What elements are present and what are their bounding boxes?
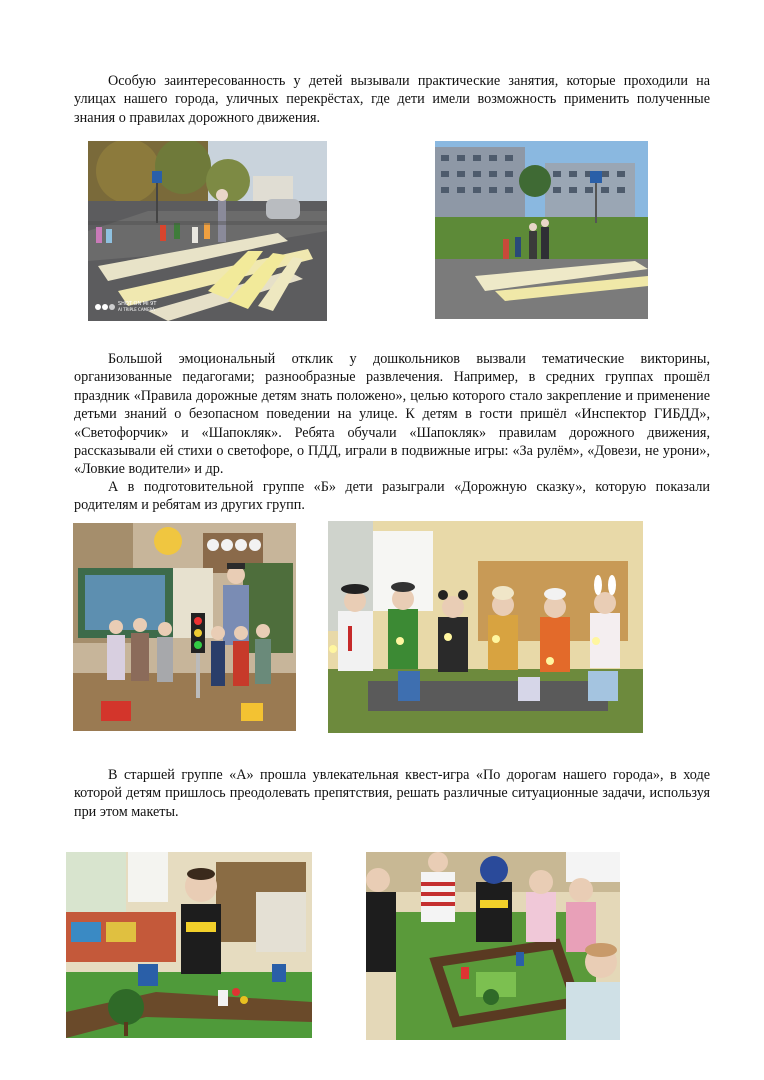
camera-watermark-line1: SHOT ON MI 9T: [118, 301, 157, 307]
paragraph-quest-game: В старшей группе «А» прошла увлекательная квест-игра «По дорогам нашего города», в ходе которой детям пришлось преодолевать препятствия, решать различные ситуационные задачи, используя при этом макеты.: [74, 767, 710, 820]
photo-inspector-children: [73, 523, 296, 731]
paragraph-road-fairytale: А в подготовительной группе «Б» дети разыграли «Дорожную сказку», которую показали родителям и ребятам из других групп.: [74, 479, 710, 514]
photo-children-around-model-table: [366, 852, 620, 1040]
camera-watermark-line2: AI TRIPLE CAMERA: [118, 307, 155, 312]
photo-boy-road-model: [66, 852, 312, 1038]
paragraph-street-practice: Особую заинтересованность у детей вызывали практические занятия, которые проходили на улицах нашего города, уличных перекрёстах, где дети имели возможность применить полученные знания о правилах дорожного движения.: [74, 73, 710, 126]
photo-costumed-children-city-model: [328, 521, 643, 733]
photo-crosswalk-children: [88, 141, 327, 321]
paragraph-quizzes-holiday: Большой эмоциональный отклик у дошкольников вызвали тематические викторины, организованные педагогами; разнообразные развлечения. Например, в средних группах прошёл праздник «Правила дорожные детям знать положено», целью которого стало закрепление и применение детьми знаний о безопасном поведении на улице. К детям в гости пришёл «Инспектор ГИБДД», «Светофорчик» и «Шапокляк». Ребята обучали «Шапокляк» правилам дорожного движения, рассказывали ей стихи о светофоре, о ПДД, играли в подвижные игры: «За рулём», «Довези, не урони», «Ловкие водители» и др.: [74, 351, 710, 478]
photo-crosswalk-buildings: [435, 141, 648, 319]
